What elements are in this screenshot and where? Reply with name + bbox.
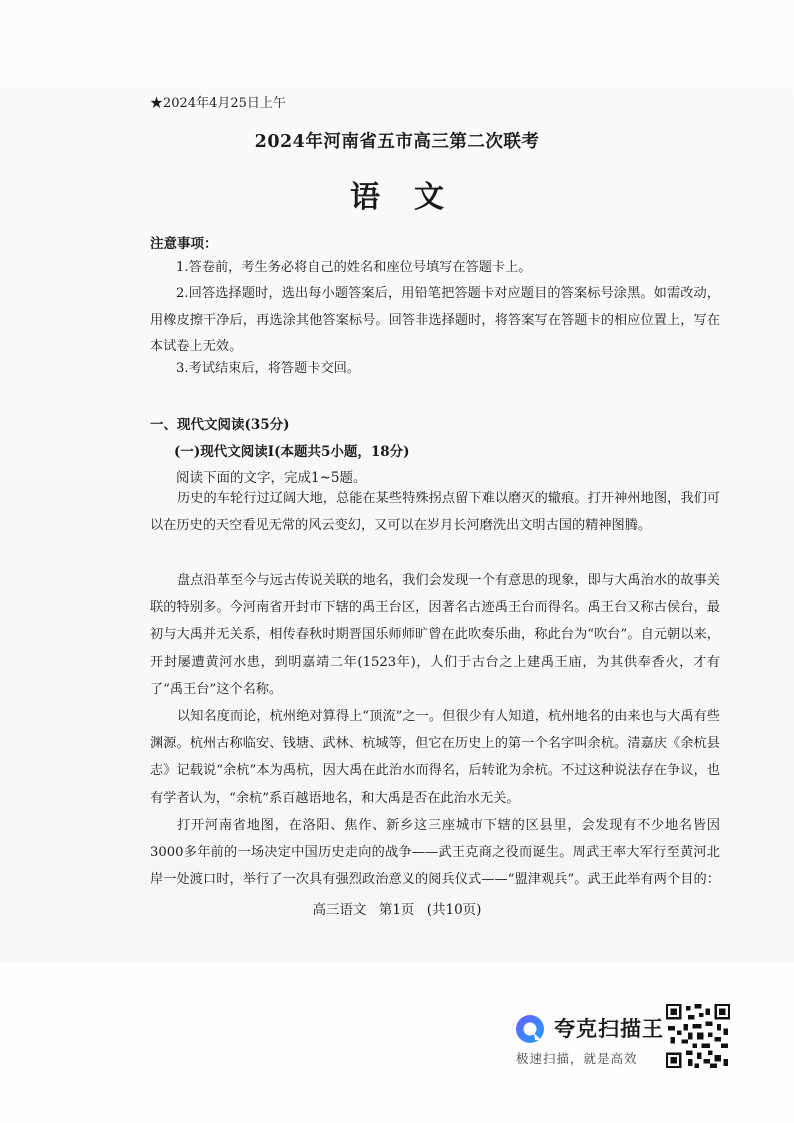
exam-title: 2024年河南省五市高三第二次联考 [254,132,540,152]
page-footer [0,898,794,918]
quark-logo-icon [514,1013,546,1045]
qr-code-icon [666,1004,730,1068]
note-item: 3.考试结束后，将答题卡交回。 [176,361,361,376]
passage-paragraph: 历史的车轮行过辽阔大地，总能在某些特殊拐点留下难以磨灭的辙痕。打开神州地图，我们可以在历史的天空看见无常的风云变幻，又可以在岁月长河磨洗出文明古国的精神图腾。 [150,491,720,534]
brand-slogan: 极速扫描，就是高效 [516,1051,638,1066]
note-item: 1.答卷前，考生务必将自己的姓名和座位号填写在答题卡上。 [176,260,532,275]
passage-paragraph: 以知名度而论，杭州绝对算得上“顶流”之一。但很少有人知道，杭州地名的由来也与大禹有些渊源。杭州古称临安、钱塘、武林、杭城等，但它在历史上的第一个名字叫余杭。清嘉庆《余杭县志》记载说“余杭”本为禹杭，因大禹在此治水而得名，后转讹为余杭。不过这种说法存在争议，也有学者认为，“余杭”系百越语地名，和大禹是否在此治水无关。 [150,709,720,806]
passage-paragraph: 打开河南省地图，在洛阳、焦作、新乡这三座城市下辖的区县里，会发现有不少地名皆因3000多年前的一场决定中国历史走向的战争——武王克商之役而诞生。周武王率大军行至黄河北岸一处渡口时，举行了一次具有强烈政治意义的阅兵仪式——“盟津观兵”。武王此举有两个目的： [150,818,720,888]
notes-heading: 注意事项： [150,236,218,252]
brand-name: 夸克扫描王 [554,1017,664,1041]
note-item: 2.回答选择题时，选出每小题答案后，用铅笔把答题卡对应题目的答案标号涂黑。如需改动，用橡皮擦干净后，再选涂其他答案标号。回答非选择题时，将答案写在答题卡的相应位置上，写在本试卷上无效。 [150,286,720,354]
footer-page-number: 第1页 [378,902,415,918]
subject-title: 语文 [350,180,478,215]
reading-instruction: 阅读下面的文字，完成1~5题。 [176,470,367,486]
subsection-heading: (一)现代文阅读Ⅰ(本题共5小题，18分) [174,444,410,460]
section-heading: 一、现代文阅读(35分) [150,417,290,433]
passage-paragraph: 盘点沿革至今与远古传说关联的地名，我们会发现一个有意思的现象，即与大禹治水的故事关联的特别多。今河南省开封市下辖的禹王台区，因著名古迹禹王台而得名。禹王台又称古侯台，最初与大禹并无关系，相传春秋时期晋国乐师师旷曾在此吹奏乐曲，称此台为“吹台”。自元朝以来，开封屡遭黄河水患，到明嘉靖二年(1523年)，人们于古台之上建禹王庙，为其供奉香火，才有了“禹王台”这个名称。 [150,573,720,697]
exam-date-label: ★2024年4月25日上午 [150,96,286,111]
footer-total-pages: (共10页) [426,902,482,918]
footer-subject: 高三语文 [312,902,367,918]
